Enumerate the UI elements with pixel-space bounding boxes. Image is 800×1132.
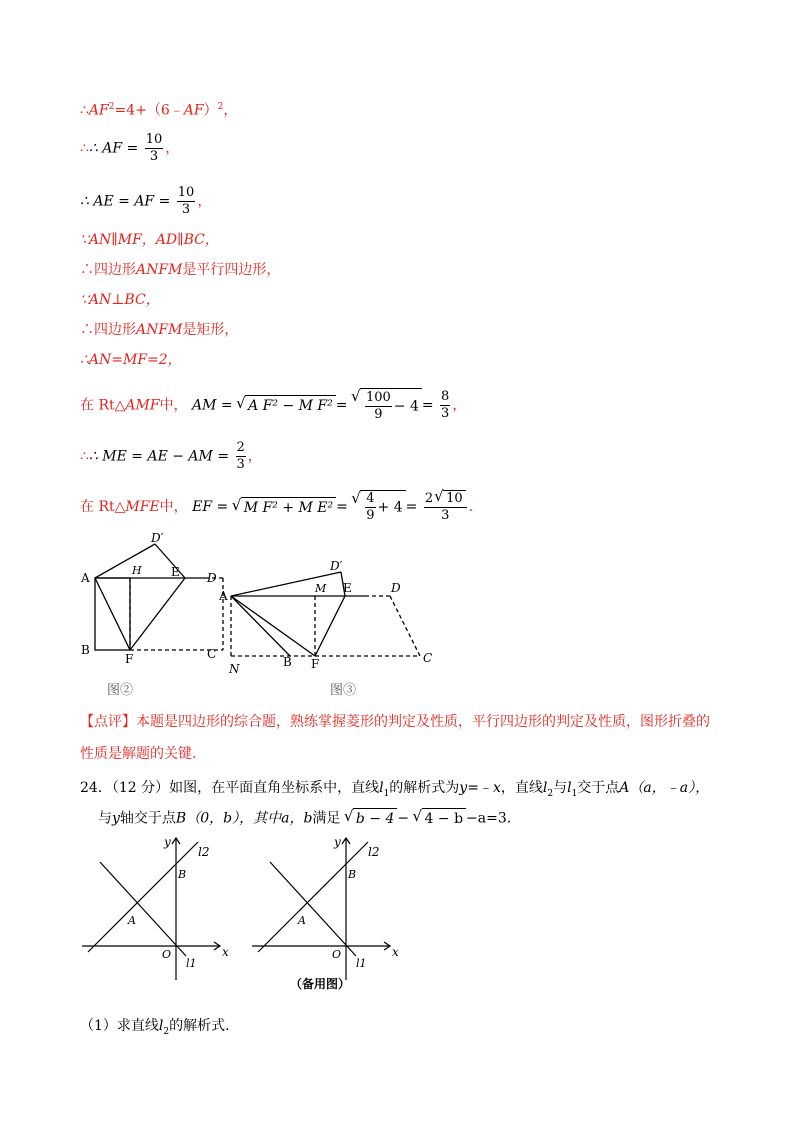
- label-b: B: [81, 643, 90, 657]
- fraction: $\frac{2√ 10}{3}$: [424, 490, 467, 524]
- label-c: C: [207, 647, 217, 661]
- caption-fig3: 图③: [330, 683, 357, 698]
- axis-x-label: x: [222, 945, 229, 959]
- solution-line-10: ∴∴ ME = AE − AM = $\frac{2}{3}$ ，: [80, 440, 262, 472]
- solution-line-9: 在 Rt△AMF中， AM = √ A F² − M F² = √ $\frac{100}{9}$ − 4 = $\frac{8}{3}$ ，: [80, 388, 466, 423]
- label-a: A: [81, 571, 90, 585]
- solution-line-1: $\therefore AF^2=4+(6﹣AF)^2$，: [80, 102, 238, 119]
- label-e: E: [171, 565, 180, 579]
- comment-line-2: 性质是解题的关键.: [80, 746, 197, 762]
- label-m: M: [315, 582, 327, 595]
- label-d-prime: D′: [330, 559, 343, 573]
- solution-line-6: ∵AN⊥BC，: [80, 292, 160, 308]
- caption-fig2: 图②: [107, 683, 134, 698]
- figure-3: [215, 530, 445, 705]
- point-b-label: B: [178, 868, 187, 881]
- origin-label: O: [332, 948, 342, 961]
- solution-line-7: ∴四边形ANFM是矩形，: [80, 322, 239, 338]
- l1-label: l1: [356, 957, 367, 970]
- point-b-label: B: [348, 868, 357, 881]
- coordinate-graph-2: [250, 832, 410, 997]
- solution-line-5: ∴四边形ANFM是平行四边形，: [80, 262, 281, 278]
- label-d: D: [391, 581, 401, 595]
- l2-label: l2: [198, 845, 210, 859]
- label-d: D: [207, 571, 217, 585]
- point-a-label: A: [298, 914, 306, 927]
- problem-24-line-1: 24．（12 分）如图，在平面直角坐标系中，直线$l_1$的解析式为y=﹣x，直线$l_2$与$l_1$交于点A（a，﹣a），: [80, 780, 710, 799]
- solution-line-2: ∴∴ AF = $\frac{10}{3}$ ，: [80, 132, 180, 164]
- fraction: $\frac{8}{3}$: [441, 389, 450, 421]
- label-h: H: [132, 564, 142, 577]
- l1-label: l1: [186, 957, 197, 970]
- origin-label: O: [162, 948, 172, 961]
- point-a-label: A: [128, 914, 136, 927]
- coordinate-graph-1: [80, 832, 230, 982]
- label-d-prime: D′: [151, 531, 164, 545]
- comment-line-1: 【点评】本题是四边形的综合题，熟练掌握菱形的判定及性质，平行四边形的判定及性质，图形折叠的: [80, 714, 710, 730]
- solution-line-4: ∵AN∥MF，AD∥BC，: [80, 232, 219, 248]
- label-a: A: [219, 589, 228, 603]
- backup-figure-caption: （备用图）: [290, 977, 351, 991]
- question-1: （1）求直线$l_2$的解析式.: [80, 1018, 230, 1037]
- label-f: F: [311, 657, 320, 671]
- label-b: B: [283, 655, 292, 669]
- label-n: N: [229, 662, 240, 676]
- fraction: $\frac{10}{3}$: [145, 132, 163, 164]
- solution-line-3: ∴ AE = AF = $\frac{10}{3}$ ，: [80, 185, 212, 217]
- label-f: F: [125, 652, 134, 666]
- fraction: $\frac{2}{3}$: [236, 440, 245, 472]
- figure-2: [75, 530, 235, 705]
- problem-24-line-2: 与y轴交于点B（0，b），其中a，b满足 √ b − 4 − √ 4 − b −a=3.: [98, 808, 511, 829]
- fraction: $\frac{10}{3}$: [177, 185, 195, 217]
- axis-x-label: x: [392, 945, 399, 959]
- l2-label: l2: [368, 845, 380, 859]
- axis-y-label: y: [164, 835, 171, 849]
- label-c: C: [423, 651, 433, 665]
- solution-line-11: 在 Rt△MFE中， EF = √ M F² + M E² = √ $\frac{4}{9}$ + 4 = $\frac{2√ 10}{3}$ .: [80, 490, 473, 524]
- label-e: E: [343, 581, 352, 595]
- axis-y-label: y: [334, 835, 341, 849]
- solution-line-8: ∴AN=MF=2，: [80, 352, 182, 368]
